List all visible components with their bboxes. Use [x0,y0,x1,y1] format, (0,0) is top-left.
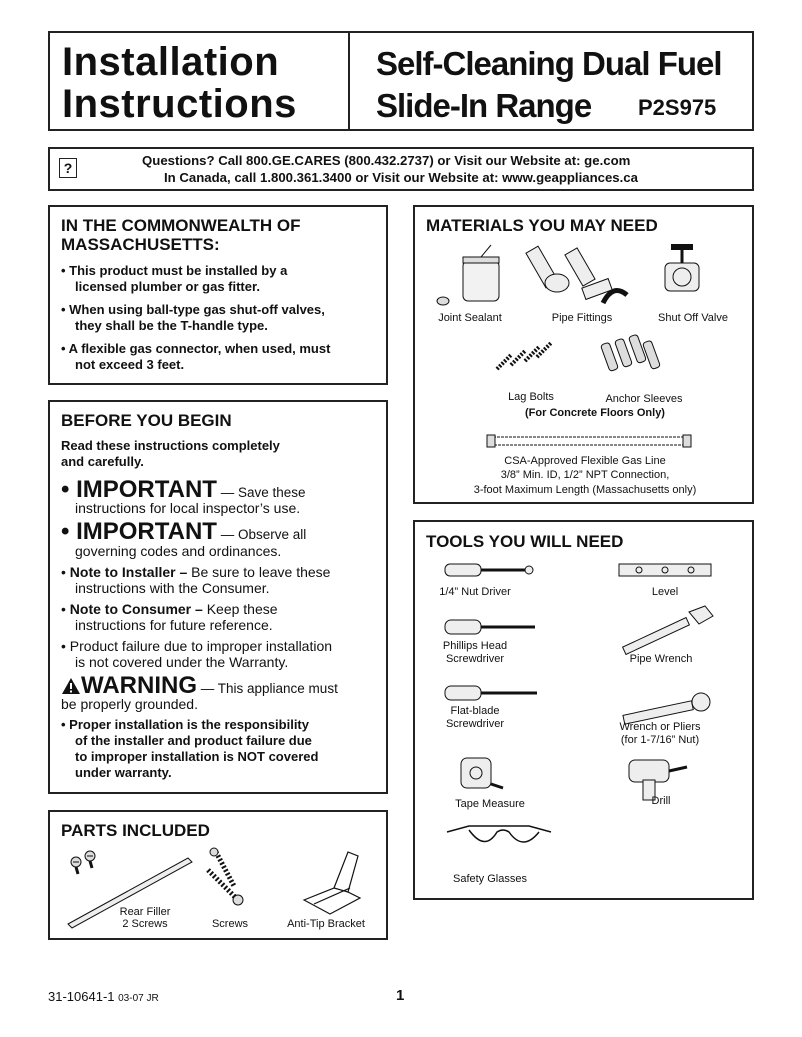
wrench-label-1: Wrench or Pliers [619,721,701,733]
proper-line-2: of the installer and product failure due [75,733,312,748]
materials-heading: MATERIALS YOU MAY NEED [426,216,658,235]
concrete-note: (For Concrete Floors Only) [525,407,665,419]
screw-pair-icon [71,851,95,874]
document-code-number: 31-10641-1 [48,989,115,1004]
flat-label-2: Screwdriver [445,718,505,730]
warning-word: WARNING [81,672,197,699]
pipe-wrench-label: Pipe Wrench [629,653,693,665]
note-installer: • Note to Installer – Be sure to leave these [61,564,331,580]
note-consumer-rest: Keep these [202,601,278,617]
important-rest-2: — Observe all [216,527,307,542]
mass-item-1b: licensed plumber or gas fitter. [75,279,260,294]
product-line-1: Self-Cleaning Dual Fuel [376,45,722,82]
mass-item-2a: • When using ball-type gas shut-off valves, [61,302,325,317]
important-line-2: instructions for local inspector’s use. [75,500,301,516]
massachusetts-panel [48,205,388,385]
note-installer-rest: Be sure to leave these [187,564,331,580]
materials-panel [413,205,754,504]
questions-banner [48,147,754,191]
read-line-1: Read these instructions completely [61,438,280,453]
wrench-label-2: (for 1-7/16” Nut) [620,734,700,746]
read-line-2: and carefully. [61,454,144,469]
parts-heading: PARTS INCLUDED [61,821,210,840]
rear-filler-label-2: 2 Screws [122,918,168,930]
flat-label-1: Flat-blade [450,705,500,717]
joint-sealant-icon [437,245,499,305]
questions-line-2: In Canada, call 1.800.361.3400 or Visit our Website at: www.geappliances.ca [164,170,638,185]
title-header [48,31,754,131]
gas-line-label-3: 3-foot Maximum Length (Massachusetts only) [473,484,697,496]
proper-line-4: under warranty. [75,765,172,780]
tools-heading: TOOLS YOU WILL NEED [426,532,624,551]
before-heading: BEFORE YOU BEGIN [61,411,232,430]
shut-off-valve-label: Shut Off Valve [658,312,728,324]
note-consumer: • Note to Consumer – Keep these [61,601,278,617]
product-line-2: Slide-In Range [376,87,592,124]
important2-line-2: governing codes and ordinances. [75,543,282,559]
question-icon: ? [59,158,77,178]
header-divider [348,33,350,129]
failure-line-2: is not covered under the Warranty. [75,654,289,670]
gas-line-label-1: CSA-Approved Flexible Gas Line [504,455,666,467]
mass-item-1a: • This product must be installed by a [61,263,288,278]
questions-line-1: Questions? Call 800.GE.CARES (800.432.2737) or Visit our Website at: ge.com [142,153,631,168]
anchor-sleeves-icon [600,334,660,371]
glasses-label: Safety Glasses [453,873,527,885]
level-icon [619,564,711,576]
mass-item-3b: not exceed 3 feet. [75,357,185,372]
drill-icon [629,760,687,800]
nut-driver-label: 1/4” Nut Driver [439,586,511,598]
before-you-begin-panel [48,400,388,794]
warning-triangle-icon [61,677,81,695]
title-line-2: Instructions [62,82,297,126]
phillips-label-1: Phillips Head [442,640,508,652]
mass-heading-1: IN THE COMMONWEALTH OF [61,216,301,235]
pipe-fittings-icon [526,246,627,303]
screws-label: Screws [211,918,249,930]
document-date: 03-07 JR [118,993,159,1004]
adjustable-wrench-icon [623,693,710,724]
safety-glasses-icon [447,826,551,842]
document-code [48,989,159,1004]
joint-sealant-label: Joint Sealant [438,312,502,324]
note-consumer-line-2: instructions for future reference. [75,617,273,633]
important-word-2: IMPORTANT [76,518,217,545]
note-consumer-bold: Note to Consumer – [69,601,203,617]
phillips-label-2: Screwdriver [445,653,505,665]
tape-label: Tape Measure [455,798,525,810]
screws-icon [208,848,243,905]
warning-rest: — This appliance must [197,681,338,696]
note-installer-line-2: instructions with the Consumer. [75,580,270,596]
model-number: P2S975 [638,95,717,120]
bracket-label: Anti-Tip Bracket [287,918,365,930]
anti-tip-bracket-icon [304,852,360,914]
shut-off-valve-icon [665,247,699,291]
rear-filler-label-1: Rear Filler [119,906,171,918]
proper-line-3: to improper installation is NOT covered [75,749,319,764]
nut-driver-icon [445,564,533,576]
phillips-screwdriver-icon [445,620,535,634]
gas-line-label-2: 3/8” Min. ID, 1/2” NPT Connection, [500,469,670,481]
lag-bolts-label: Lag Bolts [508,391,554,403]
mass-item-2b: they shall be the T-handle type. [75,318,268,333]
important-rest-1: — Save these [216,485,306,500]
level-label: Level [651,586,679,598]
materials-illustrations [435,243,735,473]
title-line-1: Installation [62,40,280,84]
page-number: 1 [396,987,405,1004]
anchor-sleeves-label: Anchor Sleeves [605,393,683,405]
mass-item-3a: • A flexible gas connector, when used, must [61,341,331,356]
important-observe: • IMPORTANT — Observe all [61,518,307,545]
pipe-wrench-icon [623,606,713,654]
important-save: • IMPORTANT — Save these [61,476,306,503]
warning-line-2: be properly grounded. [61,696,198,712]
flat-screwdriver-icon [445,686,537,700]
parts-included-panel [48,810,388,940]
drill-label: Drill [651,795,671,807]
important-word-1: IMPORTANT [76,476,217,503]
pipe-fittings-label: Pipe Fittings [551,312,613,324]
lag-bolts-icon [497,343,551,369]
tools-panel [413,520,754,900]
tape-measure-icon [461,758,503,788]
proper-line-1: • Proper installation is the responsibility [61,717,309,732]
note-installer-bold: Note to Installer – [69,564,188,580]
flexible-gas-line-icon [487,435,691,447]
mass-heading-2: MASSACHUSETTS: [61,235,220,254]
failure-line-1: • Product failure due to improper installation [61,638,333,654]
